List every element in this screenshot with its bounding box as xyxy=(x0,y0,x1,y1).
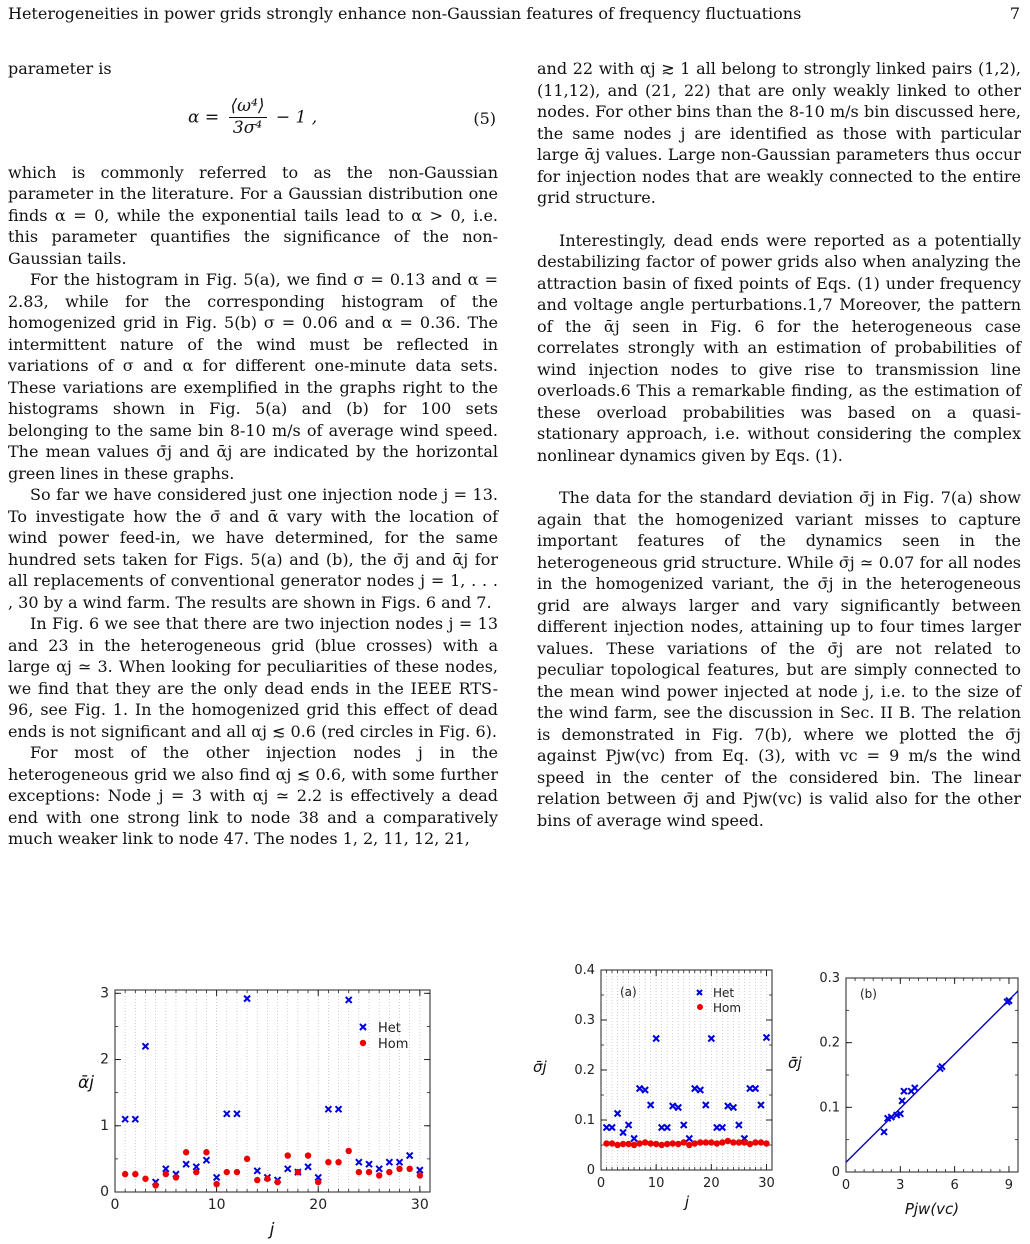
data-point-hom xyxy=(763,1140,769,1146)
data-point-hom xyxy=(609,1140,615,1146)
data-point-het xyxy=(736,1122,742,1128)
data-point-het xyxy=(183,1161,189,1167)
data-point-hom xyxy=(396,1166,402,1172)
left-column xyxy=(8,58,498,850)
data-point-hom xyxy=(406,1166,412,1172)
data-point-hom xyxy=(620,1141,626,1147)
page-number: 7 xyxy=(1009,4,1020,23)
equation-number: (5) xyxy=(473,108,496,128)
y-tick-label: 3 xyxy=(100,985,109,1002)
panel-label: (a) xyxy=(620,985,637,999)
x-tick-label: 6 xyxy=(950,1178,959,1193)
data-point-hom xyxy=(631,1142,637,1148)
data-point-hom xyxy=(356,1169,362,1175)
data-point-hom xyxy=(758,1139,764,1145)
x-axis-label: j xyxy=(269,1220,275,1240)
data-point-het xyxy=(132,1116,138,1122)
data-point-hom xyxy=(315,1179,321,1185)
figure-7a-sigma-chart xyxy=(525,960,785,1210)
y-tick-label: 0.2 xyxy=(819,1035,840,1051)
equation-lhs: α = xyxy=(188,107,220,127)
paragraph: and 22 with αj ≳ 1 all belong to strongly linked pairs (1,2), (11,12), and (21, 22) that are only weakly linked to other nodes. For other bins than the 8-10 m/s bin discussed here, the same nodes j are identified as those with particular large ᾱj values. Large non-Gaussian parameters thus occur for injection nodes that are weakly connected to the entire grid structure. xyxy=(537,59,1021,207)
equation-denominator: 3σ⁴ xyxy=(232,118,263,138)
data-point-hom xyxy=(686,1142,692,1148)
panel-label: (b) xyxy=(860,987,877,1001)
y-tick-label: 2 xyxy=(100,1051,109,1068)
y-axis-label: σ̄j xyxy=(533,1058,547,1076)
data-point-het xyxy=(366,1161,372,1167)
y-axis-label: ᾱj xyxy=(78,1073,94,1093)
data-point-het xyxy=(620,1130,626,1136)
data-point-hom xyxy=(142,1176,148,1182)
x-tick-label: 20 xyxy=(309,1197,328,1213)
data-point-hom xyxy=(697,1139,703,1145)
x-tick-label: 0 xyxy=(596,1176,606,1191)
data-point-hom xyxy=(614,1142,620,1148)
data-point-het xyxy=(686,1136,692,1142)
data-point-hom xyxy=(183,1149,189,1155)
equation-numerator: ⟨ω⁴⟩ xyxy=(229,96,267,119)
paragraph: So far we have considered just one injection node j = 13. To investigate how the σ̄ and ᾱ vary with the location of wind power feed-in, we have determined, for the same hundred sets taken for Figs. 5(a) and (b), the σ̄j and ᾱj for all replacements of conventional generator nodes j = 1, . . . , 30 by a wind farm. The results are shown in Figs. 6 and 7. xyxy=(8,485,498,612)
legend-hom-label: Hom xyxy=(378,1037,409,1052)
data-point-het xyxy=(912,1085,918,1091)
x-tick-label: 10 xyxy=(647,1176,665,1191)
y-tick-label: 0.3 xyxy=(574,1013,595,1028)
data-point-hom xyxy=(681,1139,687,1145)
plot-frame xyxy=(846,978,1018,1172)
x-tick-label: 30 xyxy=(410,1197,429,1213)
x-axis-label: j xyxy=(684,1193,690,1210)
data-point-het xyxy=(254,1168,260,1174)
data-point-hom xyxy=(254,1177,260,1183)
data-point-hom xyxy=(658,1142,664,1148)
data-point-hom xyxy=(703,1139,709,1145)
running-header xyxy=(8,4,1020,26)
x-tick-label: 10 xyxy=(207,1197,226,1213)
data-point-hom xyxy=(741,1139,747,1145)
data-point-hom xyxy=(234,1169,240,1175)
data-point-hom xyxy=(603,1140,609,1146)
data-point-hom xyxy=(152,1182,158,1188)
header-title: Heterogeneities in power grids strongly enhance non-Gaussian features of frequency fluctuations xyxy=(8,4,802,23)
y-tick-label: 0.2 xyxy=(574,1063,595,1078)
figure-7b-sigma-vs-power-chart xyxy=(782,960,1022,1230)
data-point-hom xyxy=(346,1148,352,1154)
legend-hom-label: Hom xyxy=(713,1001,742,1015)
data-point-hom xyxy=(747,1141,753,1147)
fit-line xyxy=(846,991,1018,1162)
data-point-hom xyxy=(730,1139,736,1145)
data-point-hom xyxy=(335,1159,341,1165)
paragraph: In Fig. 6 we see that there are two injection nodes j = 13 and 23 in the heterogeneous grid (blue crosses) with a large αj ≃ 3. When looking for peculiarities of these nodes, we find that they are the only dead ends in the IEEE RTS-96, see Fig. 1. In the homogenized grid this effect of dead ends is not significant and all αj ≲ 0.6 (red circles in Fig. 6). xyxy=(8,614,498,741)
data-point-hom xyxy=(366,1169,372,1175)
data-point-het xyxy=(234,1111,240,1117)
y-tick-label: 0 xyxy=(100,1184,109,1200)
data-point-hom xyxy=(417,1172,423,1178)
equation-body xyxy=(188,96,317,140)
y-tick-label: 1 xyxy=(100,1117,109,1134)
equation-5 xyxy=(8,86,498,158)
x-axis-label: Pjw(vc) xyxy=(904,1200,960,1218)
x-tick-label: 0 xyxy=(110,1197,120,1213)
data-point-hom xyxy=(224,1169,230,1175)
right-column xyxy=(537,58,1021,831)
data-point-hom xyxy=(264,1176,270,1182)
y-tick-label: 0.1 xyxy=(819,1100,840,1116)
y-tick-label: 0.1 xyxy=(574,1113,595,1128)
data-point-het xyxy=(407,1153,413,1159)
data-point-hom xyxy=(653,1141,659,1147)
data-point-hom xyxy=(295,1169,301,1175)
data-point-hom xyxy=(670,1140,676,1146)
legend-het-label: Het xyxy=(713,986,735,1000)
legend-het-label: Het xyxy=(378,1021,401,1036)
x-tick-label: 9 xyxy=(1004,1178,1014,1193)
data-point-hom xyxy=(714,1140,720,1146)
data-point-hom xyxy=(305,1152,311,1158)
data-point-hom xyxy=(664,1141,670,1147)
legend-het-marker xyxy=(360,1024,366,1030)
data-point-hom xyxy=(642,1139,648,1145)
data-point-hom xyxy=(285,1152,291,1158)
data-point-hom xyxy=(725,1138,731,1144)
data-point-hom xyxy=(173,1174,179,1180)
data-point-hom xyxy=(213,1181,219,1187)
legend-het-marker xyxy=(697,990,702,995)
data-point-hom xyxy=(122,1171,128,1177)
data-point-het xyxy=(122,1116,128,1122)
data-point-het xyxy=(631,1136,637,1142)
x-tick-label: 0 xyxy=(841,1178,851,1193)
data-point-hom xyxy=(719,1139,725,1145)
paragraph: For most of the other injection nodes j in the heterogeneous grid we also find αj ≲ 0.6, with some further exceptions: Node j = 3 with αj ≃ 2.2 is effectively a dead end with one strong link to node 38 and a comparatively much weaker link to node 47. The nodes 1, 2, 11, 12, 21, xyxy=(8,743,498,848)
data-point-het xyxy=(224,1111,230,1117)
paragraph: Interestingly, dead ends were reported as a potentially destabilizing factor of power grids also when analyzing the attraction basin of fixed points of Eqs. (1) under frequency and voltage angle perturbations.1,7 Moreover, the pattern of the ᾱj seen in Fig. 6 for the heterogeneous case correlates strongly with an estimation of probabilities of wind injection nodes to give rise to transmission line overloads.6 This a remarkable finding, as the estimation of these overload probabilities was based on a quasi-stationary approach, i.e. without considering the complex nonlinear dynamics given by Eqs. (1). xyxy=(537,230,1021,465)
data-point-het xyxy=(881,1129,887,1135)
y-tick-label: 0 xyxy=(831,1165,840,1180)
data-point-hom xyxy=(193,1169,199,1175)
data-point-het xyxy=(681,1122,687,1128)
data-point-het xyxy=(901,1088,907,1094)
paragraph: The data for the standard deviation σ̄j in Fig. 7(a) show again that the homogenized variant misses to capture important features of the dynamics seen in the heterogeneous grid structure. While σ̄j ≃ 0.07 for all nodes in the homogenized variant, the σ̄j in the heterogeneous grid are always larger and vary significantly between different injection nodes, attaining up to four times larger values. These variations of the σ̄j are not related to peculiar topological features, but are simply connected to the mean wind power injected at node j, i.e. to the size of the wind farm, see the discussion in Sec. II B. The relation is demonstrated in Fig. 7(b), where we plotted the σ̄j against Pjw(vc) from Eq. (3), with vc = 9 m/s the wind speed in the center of the considered bin. The linear relation between σ̄j and Pjw(vc) is valid also for the other bins of average wind speed. xyxy=(537,488,1021,830)
data-point-het xyxy=(899,1098,905,1104)
data-point-hom xyxy=(244,1156,250,1162)
y-tick-label: 0 xyxy=(586,1163,595,1178)
data-point-hom xyxy=(325,1159,331,1165)
legend-hom-marker xyxy=(360,1040,366,1046)
paragraph: which is commonly referred to as the non-Gaussian parameter in the literature. For a Gaussian distribution one finds α = 0, while the exponential tails lead to α > 0, i.e. this parameter quantifies the significance of the non-Gaussian tails. xyxy=(8,162,498,268)
paragraph: parameter is xyxy=(8,59,112,78)
data-point-hom xyxy=(692,1140,698,1146)
data-point-hom xyxy=(132,1171,138,1177)
x-tick-label: 3 xyxy=(896,1178,905,1193)
y-axis-label: σ̄j xyxy=(788,1054,802,1072)
data-point-het xyxy=(939,1064,945,1070)
data-point-hom xyxy=(274,1179,280,1185)
equation-rhs: − 1 , xyxy=(275,107,318,127)
data-point-hom xyxy=(752,1139,758,1145)
equation-fraction xyxy=(229,96,267,140)
data-point-het xyxy=(626,1122,632,1128)
legend-hom-marker xyxy=(697,1004,703,1010)
data-point-hom xyxy=(376,1172,382,1178)
y-tick-label: 0.3 xyxy=(819,971,840,986)
figure-6-alpha-chart xyxy=(60,980,450,1242)
paragraph: For the histogram in Fig. 5(a), we find σ = 0.13 and α = 2.83, while for the corresponding histogram of the homogenized grid in Fig. 5(b) σ = 0.06 and α = 0.36. The intermittent nature of the wind must be reflected in variations of σ and α for different one-minute data sets. These variations are exemplified in the graphs right to the histograms shown in Fig. 5(a) and (b) for 100 sets belonging to the same bin 8-10 m/s of average wind speed. The mean values σ̄j and ᾱj are indicated by the horizontal green lines in these graphs. xyxy=(8,270,498,483)
data-point-hom xyxy=(736,1139,742,1145)
x-tick-label: 30 xyxy=(758,1176,775,1191)
data-point-hom xyxy=(647,1140,653,1146)
x-tick-label: 20 xyxy=(703,1176,720,1191)
y-tick-label: 0.4 xyxy=(574,963,595,978)
data-point-hom xyxy=(675,1141,681,1147)
data-point-hom xyxy=(163,1171,169,1177)
data-point-hom xyxy=(625,1141,631,1147)
data-point-hom xyxy=(708,1139,714,1145)
data-point-hom xyxy=(203,1149,209,1155)
data-point-hom xyxy=(636,1140,642,1146)
data-point-hom xyxy=(386,1169,392,1175)
